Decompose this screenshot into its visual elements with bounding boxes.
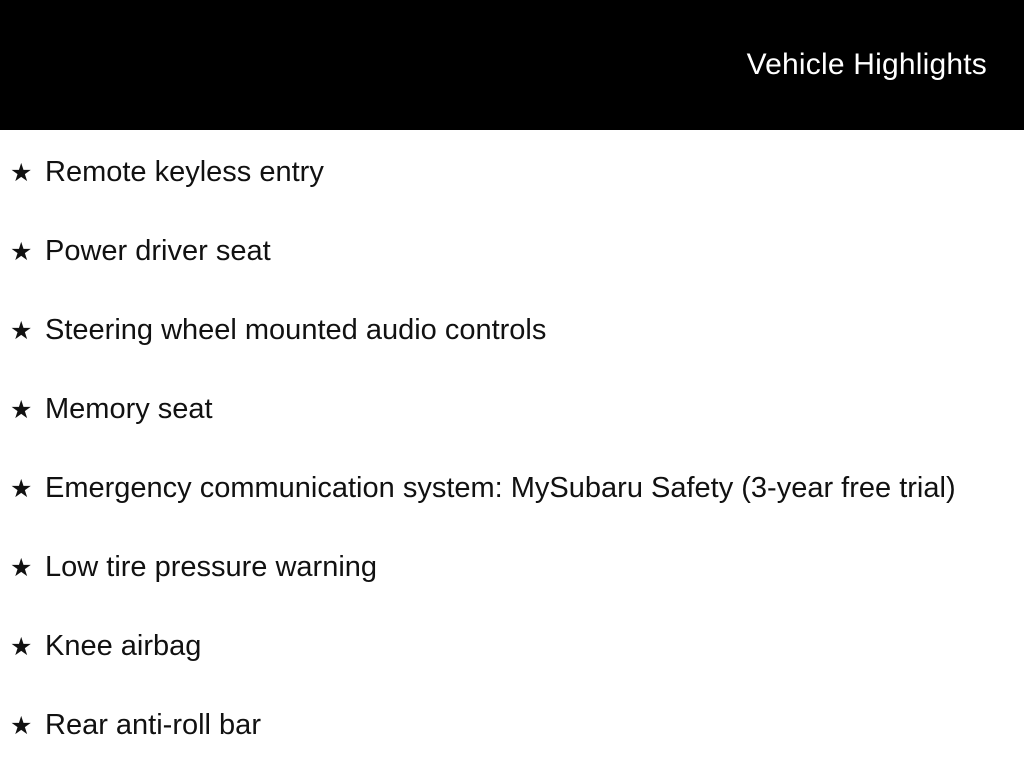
highlight-item-label: Emergency communication system: MySubaru Safety (3-year free trial) xyxy=(45,472,956,504)
highlight-item-label: Steering wheel mounted audio controls xyxy=(45,314,547,346)
list-item xyxy=(10,133,1024,212)
highlight-item-label: Remote keyless entry xyxy=(45,156,324,188)
highlight-item-label: Low tire pressure warning xyxy=(45,551,378,583)
star-bullet-icon: ★ xyxy=(10,396,33,424)
highlights-list xyxy=(0,130,1024,765)
highlight-item-label: Rear anti-roll bar xyxy=(45,709,261,741)
list-item xyxy=(10,291,1024,370)
list-item xyxy=(10,370,1024,449)
list-item xyxy=(10,528,1024,607)
list-item xyxy=(10,607,1024,686)
star-bullet-icon: ★ xyxy=(10,317,33,345)
highlight-item-label: Memory seat xyxy=(45,393,213,425)
list-item xyxy=(10,449,1024,528)
list-item xyxy=(10,212,1024,291)
highlight-item-label: Power driver seat xyxy=(45,235,271,267)
star-bullet-icon: ★ xyxy=(10,554,33,582)
star-bullet-icon: ★ xyxy=(10,633,33,661)
list-item xyxy=(10,686,1024,765)
panel-header xyxy=(0,0,1024,130)
page-title: Vehicle Highlights xyxy=(746,48,987,81)
star-bullet-icon: ★ xyxy=(10,159,33,187)
star-bullet-icon: ★ xyxy=(10,475,33,503)
star-bullet-icon: ★ xyxy=(10,238,33,266)
highlight-item-label: Knee airbag xyxy=(45,630,202,662)
star-bullet-icon: ★ xyxy=(10,712,33,740)
